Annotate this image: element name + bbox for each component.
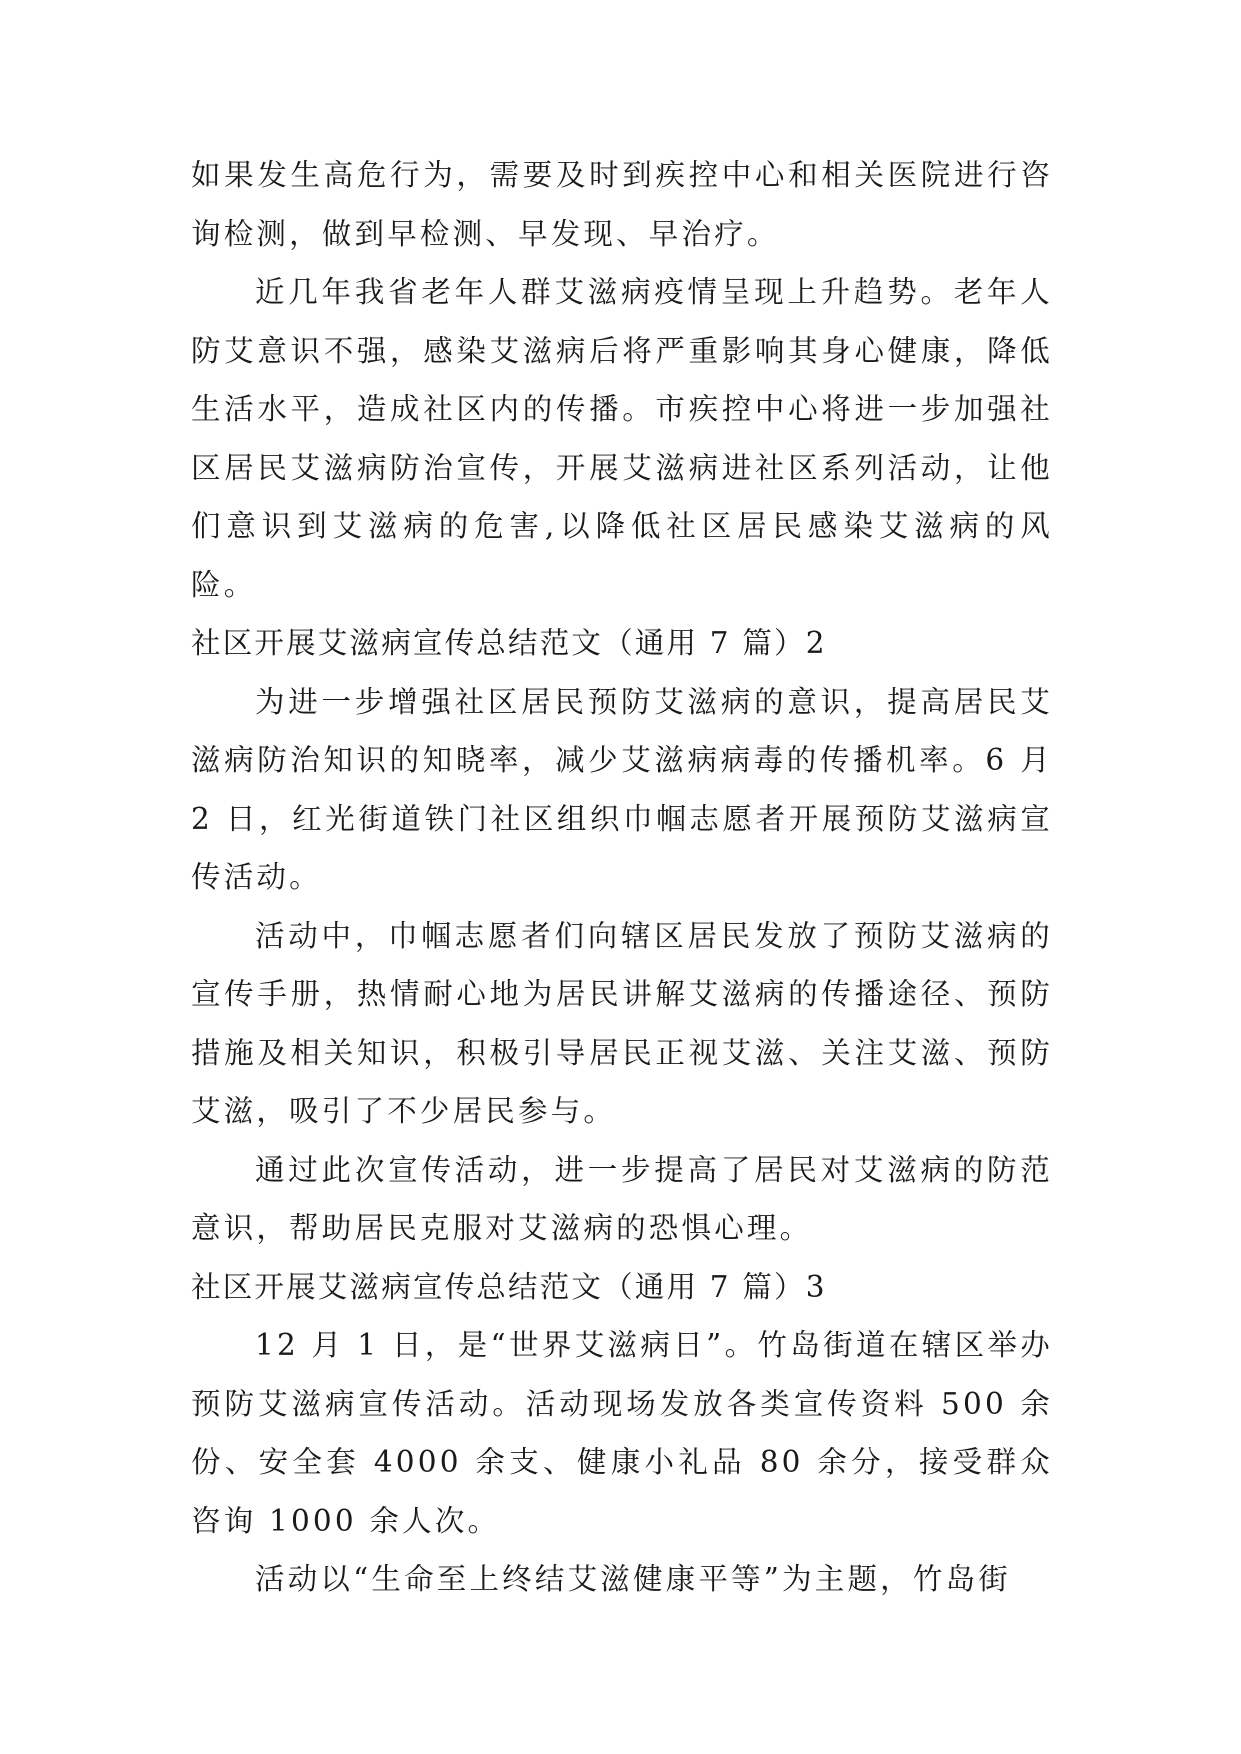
paragraph-intro-3: 12 月 1 日，是“世界艾滋病日”。竹岛街道在辖区举办预防艾滋病宣传活动。活动现场发放各类宣传资料 500 余份、安全套 4000 余支、健康小礼品 80 余分，接受群众咨询 1000 余人次。 (191, 1328, 1053, 1538)
paragraph-result-2: 通过此次宣传活动，进一步提高了居民对艾滋病的防范意识，帮助居民克服对艾滋病的恐惧心理。 (191, 1152, 1053, 1245)
section-heading-2: 社区开展艾滋病宣传总结范文（通用 7 篇）2 (191, 626, 827, 660)
section-heading-3: 社区开展艾滋病宣传总结范文（通用 7 篇）3 (191, 1269, 827, 1304)
paragraph-theme-3: 活动以“生命至上终结艾滋健康平等”为主题，竹岛街 (255, 1562, 1011, 1596)
document-page (191, 146, 1053, 1609)
paragraph-continued: 如果发生高危行为，需要及时到疾控中心和相关医院进行咨询检测，做到早检测、早发现、早治疗。 (191, 158, 1053, 251)
paragraph-activity-2: 活动中，巾帼志愿者们向辖区居民发放了预防艾滋病的宣传手册，热情耐心地为居民讲解艾滋病的传播途径、预防措施及相关知识，积极引导居民正视艾滋、关注艾滋、预防艾滋，吸引了不少居民参与。 (191, 918, 1053, 1128)
paragraph-intro-2: 为进一步增强社区居民预防艾滋病的意识，提高居民艾滋病防治知识的知晓率，减少艾滋病病毒的传播机率。6 月 2 日，红光街道铁门社区组织巾帼志愿者开展预防艾滋病宣传活动。 (191, 684, 1053, 894)
paragraph-elderly-trend: 近几年我省老年人群艾滋病疫情呈现上升趋势。老年人防艾意识不强，感染艾滋病后将严重影响其身心健康，降低生活水平，造成社区内的传播。市疾控中心将进一步加强社区居民艾滋病防治宣传，开展艾滋病进社区系列活动，让他们意识到艾滋病的危害,以降低社区居民感染艾滋病的风险。 (191, 275, 1053, 602)
